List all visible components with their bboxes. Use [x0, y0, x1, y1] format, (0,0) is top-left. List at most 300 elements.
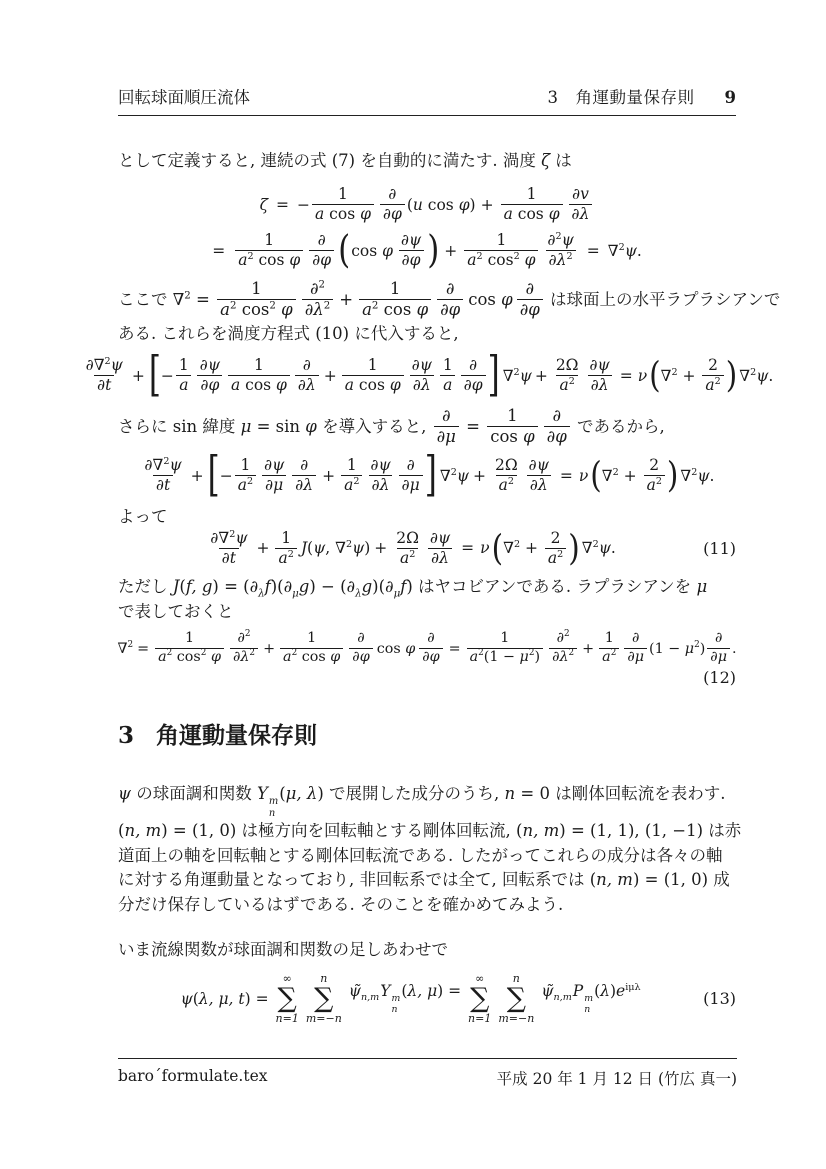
math-token: =: [276, 195, 289, 214]
math-token: 2: [247, 475, 254, 487]
math-token: ψ: [598, 539, 611, 558]
paragraph-jacobian-cont: [118, 599, 736, 624]
math-token: m: [268, 796, 279, 808]
math-token: [500, 367, 551, 385]
math-token: ν: [480, 539, 490, 558]
math-token: [299, 539, 391, 557]
math-token: [527, 475, 551, 495]
math-token: 1: [307, 630, 317, 647]
math-token: [260, 196, 310, 214]
math-token: ) = (1, 0) は極方向を回転軸とする剛体回転流, (: [161, 821, 523, 841]
math-token: a: [230, 376, 241, 395]
math-token: [295, 375, 319, 395]
math-token: [312, 204, 374, 224]
math-token: [407, 456, 415, 474]
fraction: [437, 279, 463, 321]
math-token: [579, 641, 597, 657]
math-token: ∂: [312, 251, 321, 270]
math-token: ∂: [445, 278, 455, 298]
math-token: a: [283, 649, 292, 666]
math-token: 2: [708, 355, 719, 374]
math-token: [419, 648, 442, 667]
paragraph-sin-latitude: [118, 406, 736, 448]
math-token: ∂: [371, 476, 380, 495]
math-token: [431, 549, 449, 567]
math-token: [443, 279, 458, 300]
math-token: ) = (∂: [212, 577, 259, 597]
math-token: [318, 467, 339, 485]
math-token: [572, 185, 589, 203]
math-token: μ: [292, 588, 299, 600]
fraction: [409, 356, 435, 396]
math-token: ∇: [601, 466, 613, 485]
math-token: [397, 548, 418, 568]
math-token: λ, μ, t: [198, 989, 245, 1008]
math-token: 2: [513, 539, 521, 551]
math-token: ∑: [277, 983, 297, 1015]
math-token: iμλ: [625, 981, 641, 993]
math-token: [350, 242, 396, 260]
math-token: cos: [324, 205, 361, 224]
math-token: [702, 375, 723, 395]
math-token: [705, 376, 720, 394]
math-token: [118, 507, 168, 526]
math-token: [118, 577, 708, 600]
math-token: [569, 185, 592, 204]
math-token: [235, 475, 256, 495]
math-token: cos: [236, 300, 270, 320]
math-token: 2: [244, 629, 251, 640]
math-token: 2: [291, 648, 298, 659]
math-token: ∂: [627, 649, 635, 666]
math-token: n, m: [522, 821, 560, 841]
math-token: −: [160, 366, 174, 385]
math-token: +: [374, 539, 388, 558]
math-token: ∂: [552, 405, 561, 425]
math-token: [240, 456, 250, 474]
math-token: = sin: [251, 417, 306, 437]
math-token: t: [163, 476, 171, 495]
math-token: [557, 630, 570, 646]
math-token: λ, μ: [407, 982, 438, 1001]
paragraph-harmonics-line5: [118, 893, 736, 918]
math-token: =: [461, 539, 475, 558]
math-token: [404, 456, 418, 475]
math-token: ∂: [547, 230, 556, 249]
equation-12-tag: (12): [703, 667, 736, 687]
math-token: [118, 324, 459, 343]
math-token: 1: [496, 230, 507, 249]
math-token: ψ: [169, 455, 182, 474]
math-token: [234, 630, 253, 648]
math-token: ∂: [431, 548, 440, 567]
math-token: ∂: [441, 405, 451, 425]
math-token: [258, 467, 259, 485]
math-token: [407, 196, 499, 214]
math-token: [238, 251, 300, 269]
math-token: [602, 467, 642, 485]
math-token: ∂: [317, 230, 326, 249]
math-token: λ: [537, 476, 548, 495]
math-token: ∂: [440, 300, 449, 320]
math-token: ∂: [406, 455, 415, 474]
page-content: [85, 84, 781, 1026]
paragraph-intro: [118, 148, 736, 173]
math-token: [712, 630, 725, 648]
math-token: λ: [579, 205, 590, 224]
fraction: [275, 529, 296, 569]
math-token: [525, 279, 534, 298]
fraction: [302, 279, 334, 321]
math-token: .: [610, 539, 616, 558]
math-token: [398, 231, 424, 250]
math-token: [220, 300, 293, 319]
math-token: ∂: [631, 630, 640, 647]
math-token: ψ: [519, 366, 532, 385]
math-token: ∇: [607, 241, 619, 260]
math-token: −: [219, 466, 233, 485]
math-token: [732, 641, 737, 657]
math-token: ∂: [463, 376, 472, 395]
fraction: [419, 630, 442, 667]
math-token: λ: [313, 300, 324, 320]
math-token: 1: [604, 630, 614, 647]
paragraph-laplacian-def-cont: [118, 321, 736, 346]
math-token: [197, 356, 223, 375]
math-token: [621, 641, 622, 657]
math-token: に対する角運動量となっており, 非回転系では全て, 回転系では (: [118, 870, 597, 890]
fraction: [207, 529, 250, 569]
fraction: [545, 529, 566, 569]
math-token: [579, 242, 642, 260]
math-token: [161, 367, 174, 385]
math-token: [292, 367, 293, 385]
math-token: 2: [618, 241, 625, 253]
math-token: a: [344, 376, 354, 395]
math-token: ∂: [232, 649, 241, 666]
header-left-title: 回転球面順圧流体: [118, 88, 250, 107]
math-token: 2: [318, 279, 325, 290]
math-token: [230, 648, 258, 667]
math-token: [278, 529, 294, 548]
page-footer: [118, 1058, 737, 1089]
math-token: [445, 641, 465, 657]
math-token: [554, 467, 590, 485]
math-token: [547, 427, 567, 446]
fraction: [526, 456, 552, 496]
math-token: [295, 476, 313, 494]
math-token: [410, 375, 434, 395]
math-token: [437, 367, 438, 385]
math-token: =: [190, 290, 216, 310]
math-token: [548, 529, 564, 548]
math-token: +: [472, 466, 486, 485]
math-token: として定義すると, 連続の式 (7) を自動的に満たす. 渦度: [118, 151, 542, 170]
math-token: [347, 456, 357, 474]
math-token: [390, 279, 401, 298]
math-token: 1: [338, 185, 348, 203]
math-token: ψ: [352, 539, 365, 558]
math-token: [710, 649, 727, 665]
math-token: [237, 456, 253, 475]
math-token: λ: [598, 376, 609, 395]
math-token: [368, 356, 378, 374]
math-token: [465, 287, 514, 312]
math-token: [455, 539, 491, 557]
math-token: a: [315, 205, 325, 224]
math-token: 2: [714, 375, 721, 387]
math-token: a: [220, 300, 230, 320]
math-token: [549, 648, 577, 667]
math-token: (: [594, 982, 601, 1001]
math-token: ∂: [264, 455, 273, 474]
fraction: [399, 456, 423, 496]
math-token: [83, 356, 126, 375]
math-token: [372, 476, 390, 494]
math-token: ) =: [244, 989, 274, 1008]
math-token: [556, 375, 577, 395]
math-token: 2: [555, 230, 562, 242]
math-token: [443, 376, 452, 394]
math-token: ∂: [237, 630, 245, 647]
math-token: [624, 648, 647, 667]
math-token: cos: [378, 300, 417, 320]
math-token: [678, 467, 714, 485]
math-token: ∂: [401, 251, 410, 270]
math-token: [297, 456, 311, 475]
math-token: [493, 231, 509, 250]
math-token: .: [768, 366, 774, 385]
math-token: [544, 426, 570, 448]
math-token: [237, 630, 250, 646]
fraction: [217, 279, 296, 321]
math-token: 2: [610, 648, 617, 659]
math-token: [629, 630, 642, 648]
math-token: [591, 376, 609, 394]
math-token: ∂: [572, 185, 581, 203]
math-token: 2: [200, 648, 207, 659]
math-token: , ∇: [325, 539, 346, 558]
math-token: [383, 205, 402, 223]
math-token: ∂: [412, 376, 421, 395]
math-token: ) で展開した成分のうち,: [317, 783, 505, 803]
math-token: ψ: [561, 230, 574, 249]
math-token: cos: [297, 649, 331, 666]
section-title: 角運動量保存則: [156, 722, 318, 749]
math-token: [305, 242, 307, 260]
math-token: [370, 456, 390, 474]
math-token: a: [238, 251, 248, 270]
math-token: [602, 630, 617, 648]
math-token: [546, 250, 576, 270]
math-token: a: [646, 476, 656, 495]
math-token: [495, 456, 518, 474]
math-token: φ: [360, 205, 371, 224]
math-token: ∇: [117, 640, 128, 657]
math-token: [464, 250, 538, 270]
fraction: [624, 630, 647, 667]
math-token: [565, 196, 567, 214]
math-token: ψ: [456, 466, 469, 485]
math-token: [501, 204, 563, 224]
math-token: [492, 456, 521, 475]
math-token: [260, 641, 278, 657]
math-token: 2: [478, 648, 484, 659]
math-token: [424, 539, 425, 557]
math-token: [369, 475, 393, 495]
math-token: =: [619, 366, 633, 385]
math-token: [400, 549, 415, 567]
math-token: ∂: [221, 548, 230, 567]
math-token: 2: [550, 528, 561, 547]
paragraph-harmonics-line3: [118, 844, 736, 869]
math-token: φ: [523, 427, 535, 447]
math-token: 2: [450, 466, 457, 478]
math-token: [470, 649, 540, 665]
math-token: 2: [528, 648, 535, 659]
math-token: [217, 299, 296, 321]
math-token: =: [137, 640, 150, 657]
math-token: (: [118, 821, 125, 841]
math-token: = 0 は剛体回転流を表わす.: [515, 783, 726, 803]
math-token: [303, 356, 311, 374]
math-token: [440, 356, 456, 375]
big-delimiter: ): [568, 527, 580, 568]
math-token: 2: [655, 475, 662, 487]
big-delimiter: (: [590, 454, 602, 496]
math-token: ∂: [546, 427, 556, 447]
fraction: [342, 356, 404, 396]
paragraph-jacobian: [118, 574, 736, 599]
math-token: φ: [524, 251, 536, 270]
math-token: (: [192, 989, 199, 1008]
big-delimiter: (: [491, 527, 504, 568]
math-token: 2: [163, 455, 170, 467]
big-delimiter: ]: [487, 346, 500, 403]
math-token: ∞: [475, 972, 485, 986]
math-token: ∂: [382, 205, 391, 224]
summation: [468, 972, 491, 1025]
math-token: [219, 548, 239, 568]
math-token: .: [636, 241, 642, 260]
header-right: [548, 84, 736, 108]
math-token: cos: [351, 241, 383, 260]
fraction: [230, 630, 258, 667]
big-delimiter: [: [148, 346, 161, 403]
fraction: [544, 406, 570, 448]
math-token: [443, 356, 453, 374]
math-token: μ: [519, 649, 529, 666]
equation-vorticity-line1: [118, 185, 736, 225]
math-token: [345, 376, 401, 394]
math-token: ∂: [411, 355, 420, 374]
math-token: μ: [409, 476, 420, 495]
math-token: 2: [127, 639, 134, 650]
math-token: [118, 846, 723, 865]
math-token: cos: [490, 427, 524, 447]
math-token: [118, 821, 741, 840]
math-token: 2Ω: [555, 355, 579, 374]
math-token: φ: [448, 300, 461, 320]
math-token: [300, 456, 308, 474]
math-token: ∂∇: [210, 528, 230, 547]
math-token: φ: [289, 251, 301, 270]
math-token: [517, 299, 543, 321]
math-token: e: [616, 982, 626, 1001]
math-token: [499, 476, 514, 494]
math-token: ∑: [506, 983, 526, 1015]
math-token: [118, 287, 215, 312]
math-token: (: [307, 539, 314, 558]
math-token: ∂: [155, 476, 164, 495]
fraction: [427, 529, 453, 569]
big-delimiter: ): [725, 354, 738, 396]
math-token: 2: [513, 250, 520, 262]
math-token: [261, 456, 287, 475]
math-token: [497, 630, 512, 648]
math-token: [442, 406, 451, 425]
fraction: [492, 456, 521, 496]
math-token: [212, 242, 233, 260]
math-token: [302, 299, 334, 321]
math-token: a: [179, 376, 189, 395]
math-token: は球面上の水平ラプラシアンで: [544, 290, 781, 310]
fraction: [295, 356, 319, 396]
math-token: λ: [600, 982, 610, 1001]
math-token: 2: [247, 250, 254, 262]
math-token: [359, 299, 431, 321]
math-token: ): [699, 640, 706, 657]
math-token: 2: [287, 548, 294, 560]
math-token: [158, 649, 221, 665]
math-token: g: [361, 577, 373, 597]
math-token: ) = (1, 1), (1, −1) は赤: [559, 821, 742, 841]
math-token: +: [322, 466, 336, 485]
math-token: [399, 250, 424, 270]
math-token: [367, 456, 393, 475]
math-token: [251, 279, 262, 298]
math-token: [254, 356, 264, 374]
math-token: ∂: [590, 376, 599, 395]
fraction: [142, 456, 185, 496]
math-token: φ: [471, 376, 483, 395]
math-token: +: [323, 366, 337, 385]
math-token: μ: [684, 640, 695, 657]
math-token: φ: [359, 649, 370, 666]
math-token: ∂: [552, 649, 560, 666]
math-token: ∇: [680, 466, 692, 485]
math-token: [344, 456, 360, 475]
math-token: 1: [507, 405, 518, 425]
math-token: φ: [276, 376, 287, 395]
math-token: [458, 367, 459, 385]
math-token: [646, 456, 662, 475]
math-token: 分だけ保存しているはずである. そのことを確かめてみよう.: [118, 894, 564, 914]
math-token: φ: [405, 640, 416, 657]
math-token: 2: [694, 639, 700, 650]
math-token: [318, 231, 326, 249]
fraction: [587, 356, 613, 396]
math-token: 2: [229, 528, 236, 540]
footer-filename: baro´formulate.tex: [118, 1067, 268, 1085]
math-token: [527, 185, 537, 203]
math-token: 1: [346, 455, 357, 474]
math-token: ψ: [110, 355, 123, 374]
fraction: [155, 630, 224, 667]
math-token: [406, 367, 407, 385]
fraction: [235, 456, 256, 496]
math-token: μ: [240, 417, 252, 437]
